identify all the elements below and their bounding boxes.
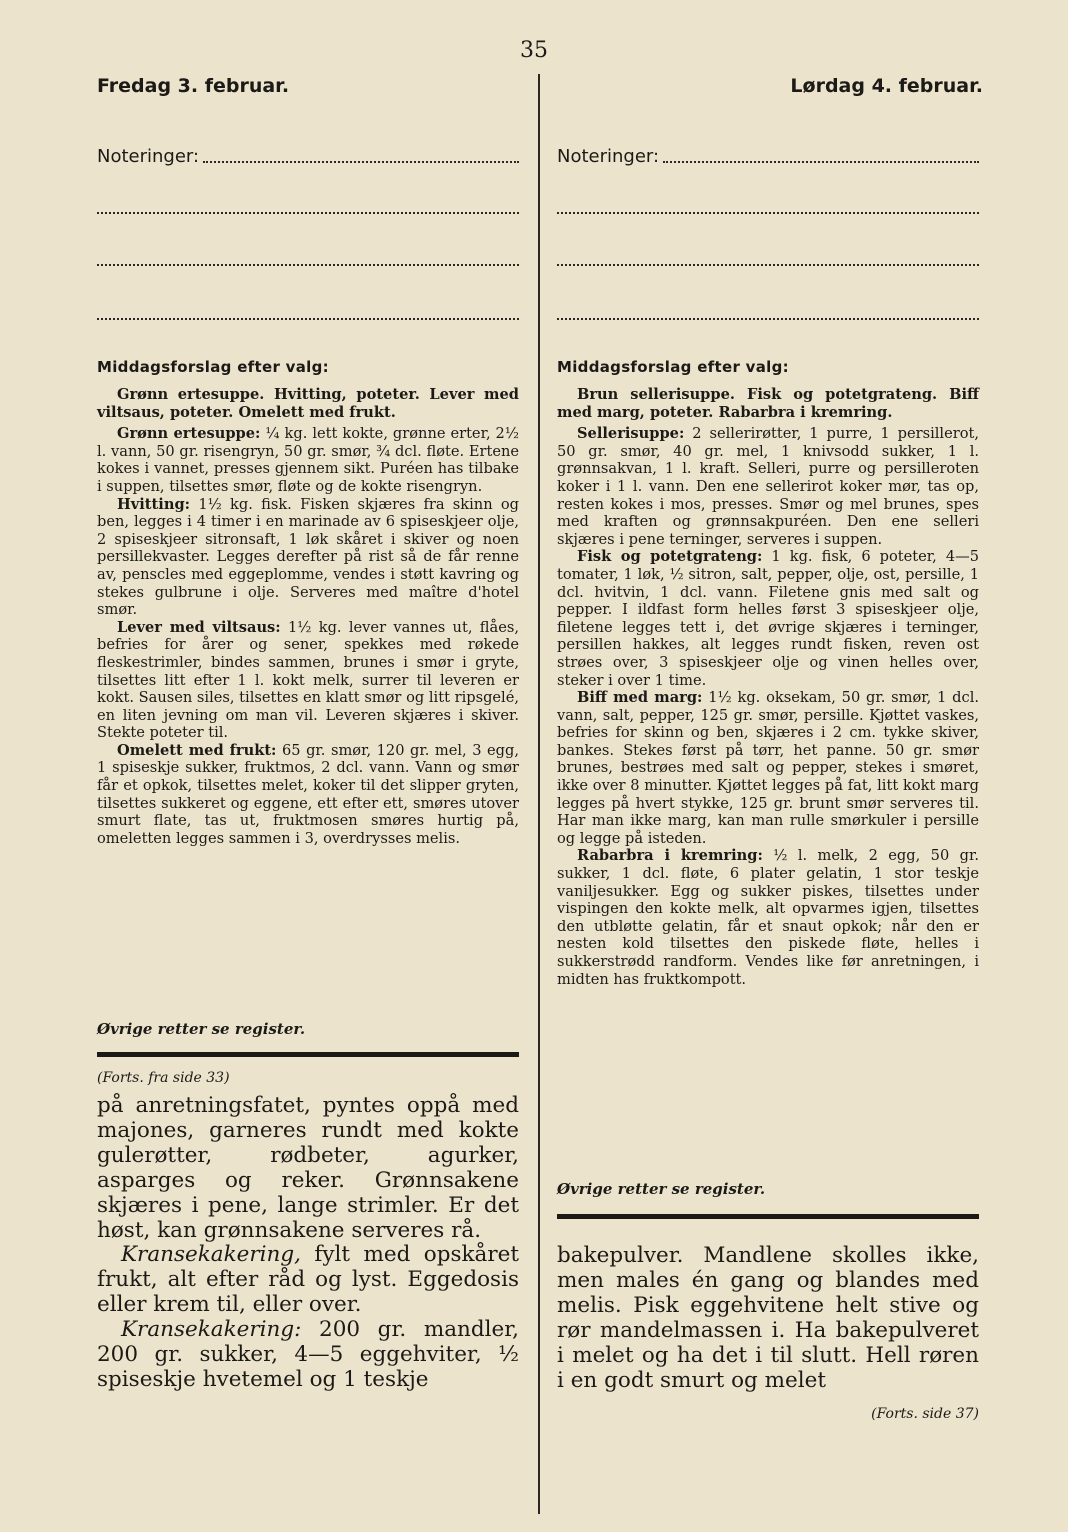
article-text: 200 gr. mandler, 200 gr. sukker, 4—5 eggehviter, ½ spiseskje hvetemel og 1 teskje: [97, 1317, 519, 1392]
menu-summary: Grønn ertesuppe. Hvitting, poteter. Lever med viltsaus, poteter. Omelett med frukt.: [97, 386, 519, 421]
recipe-title: Grønn ertesuppe:: [117, 425, 261, 443]
notes-line: [97, 264, 519, 266]
day-heading-friday: Fredag 3. februar.: [97, 75, 290, 97]
notes-line: [557, 264, 979, 266]
section-rule: [97, 1052, 519, 1057]
recipe-paragraph: [97, 742, 519, 848]
notes-line: [97, 318, 519, 320]
recipe-text: ¼ kg. lett kokte, grønne erter, 2½ l. vann, 50 gr. risengryn, 50 gr. smør, ¾ dcl. fløte. Ertene kokes i vannet, presses gjennem sikt. Puréen has tilbake i suppen, tilsettes smør, fløte og de kokte risengryn.: [97, 425, 519, 495]
dinner-heading: Middagsforslag efter valg:: [557, 358, 789, 376]
notes-label: Noteringer:: [97, 146, 200, 167]
recipe-title: Rabarbra i kremring:: [577, 847, 763, 865]
article-subtitle: Kransekakering:: [121, 1317, 302, 1343]
day-heading-saturday: Lørdag 4. februar.: [790, 75, 983, 97]
notes-label: Noteringer:: [557, 146, 660, 167]
notes-line: [557, 318, 979, 320]
recipe-text: 1½ kg. lever vannes ut, flåes, befries for årer og sener, spekkes med røkede fleskestrimler, bindes sammen, brunes i smør i gryte, tilsettes litt efter 1 l. kokt melk, surrer til leveren er kokt. Sausen siles, tilsettes en klatt smør og litt ripsgelé, en liten jevning om man vil. Leveren skjæres i skiver. Stekte poteter til.: [97, 618, 519, 742]
recipe-title: Fisk og potetgrateng:: [577, 548, 763, 566]
recipe-paragraph: [557, 847, 979, 988]
notes-line: [97, 212, 519, 214]
recipe-text: 1½ kg. fisk. Fisken skjæres fra skinn og ben, legges i 4 timer i en marinade av 6 spiseskjeer olje, 2 spiseskjeer sitronsaft, 1 løk skåret i skiver og noen persillekvaster. Legges derefter på rist så de får renne av, penscles med eggeplomme, vendes i støtt kavring og stekes gulbrune i olje. Serveres med maître d'hotel smør.: [97, 495, 519, 619]
article-paragraph: [97, 1243, 519, 1318]
recipe-title: Lever med viltsaus:: [117, 618, 281, 636]
continued-to-label: (Forts. side 37): [871, 1406, 979, 1422]
section-rule: [557, 1214, 979, 1219]
other-dishes-note: Øvrige retter se register.: [97, 1020, 306, 1038]
notes-field-saturday: [557, 146, 979, 167]
recipe-paragraph: [97, 619, 519, 742]
recipe-text: 1 kg. fisk, 6 poteter, 4—5 tomater, 1 løk, ½ sitron, salt, pepper, olje, ost, persille, 1 dcl. hvitvin, 1 dcl. vann. Filetene gnis med salt og pepper. I ildfast form helles først 3 spiseskjeer olje, filetene legges tett i, det øvrige skjæres i terninger, persillen hakkes, alt legges rundt fisken, reven ost strøes over, 3 spiseskjeer olje og vinen helles over, steker i over 1 time.: [557, 548, 979, 689]
recipe-text: 2 sellerirøtter, 1 purre, 1 persillerot, 50 gr. smør, 40 gr. mel, 1 knivsodd sukker, 1 l. grønnsakvan, 1 l. kraft. Selleri, purre og persilleroten koker i 1 l. vann. Den ene sellerirot koker mør, tas op, resten kokes i mos, presses. Smør og mel brunes, spes med kraften og grønnsakpuréen. Den ene selleri skjæres i pene terninger, serveres i suppen.: [557, 425, 979, 548]
page-number: 35: [520, 38, 548, 63]
notes-field-friday: [97, 146, 519, 167]
article-paragraph: på anretningsfatet, pyntes oppå med majones, garneres rundt med kokte gulerøtter, rødbeter, agurker, asparges og reker. Grønnsakene skjæres i pene, lange strimler. Er det høst, kan grønnsakene serveres rå.: [97, 1093, 519, 1243]
recipe-paragraph: [557, 689, 979, 847]
recipe-title: Omelett med frukt:: [117, 741, 277, 759]
recipe-paragraph: [97, 425, 519, 495]
recipe-paragraph: [557, 425, 979, 548]
recipe-text: ½ l. melk, 2 egg, 50 gr. sukker, 1 dcl. fløte, 6 plater gelatin, 1 stor teskje vaniljesukker. Egg og sukker piskes, tilsettes under vispingen den kokte melk, alt opvarmes igjen, tilsettes den utbløtte gelatin, får et snaut opkok; når den er nesten kold tilsettes den piskede fløte, helles i sukkerstrødd randform. Vendes like før anretningen, i midten has fruktkompott.: [557, 847, 979, 988]
continued-from-label: (Forts. fra side 33): [97, 1070, 230, 1086]
recipe-text: 1½ kg. oksekam, 50 gr. smør, 1 dcl. vann, salt, pepper, 125 gr. smør, persille. Kjøttet vaskes, befries for skinn og ben, skjæres i 2 cm. tykke skiver, bankes. Stekes først på tørr, het panne. 50 gr. smør brunes, bestrøes med salt og pepper, stekes i smøret, ikke over 8 minutter. Kjøttet legges på fat, litt kokt marg legges på hvert stykke, 125 gr. brunt smør serveres til. Har man ikke marg, kan man rulle smørkuler i persille og legge på isteden.: [557, 689, 979, 847]
article-subtitle: Kransekakering,: [121, 1242, 301, 1268]
notes-line: [557, 212, 979, 214]
other-dishes-note: Øvrige retter se register.: [557, 1180, 766, 1198]
recipe-paragraph: [97, 496, 519, 619]
article-paragraph: [97, 1318, 519, 1393]
article-text: fylt med opskåret frukt, alt efter råd og lyst. Eggedosis eller krem til, eller over.: [97, 1242, 519, 1318]
dinner-heading: Middagsforslag efter valg:: [97, 358, 329, 376]
article-text-right: bakepulver. Mandlene skolles ikke, men males én gang og blandes med melis. Pisk eggehvitene helt stive og rør mandelmassen i. Ha bakepulveret i melet og ha det i til slutt. Hell røren i en godt smurt og melet: [557, 1243, 979, 1393]
column-divider: [538, 74, 540, 1514]
recipe-title: Sellerisuppe:: [577, 425, 685, 443]
article-text-left: [97, 1094, 519, 1393]
recipe-title: Hvitting:: [117, 495, 191, 513]
recipe-block-friday: [97, 386, 519, 847]
recipe-text: 65 gr. smør, 120 gr. mel, 3 egg, 1 spiseskje sukker, fruktmos, 2 dcl. vann. Vann og smør får et opkok, tilsettes melet, koker til det slipper gryten, tilsettes sukkeret og eggene, ett efter ett, smøres utover smurt flate, tas ut, fruktmosen smøres hurtig på, omeletten legges sammen i 3, overdrysses melis.: [97, 741, 519, 847]
recipe-block-saturday: [557, 386, 979, 988]
menu-summary: Brun sellerisuppe. Fisk og potetgrateng. Biff med marg, poteter. Rabarbra i kremring.: [557, 386, 979, 421]
recipe-paragraph: [557, 548, 979, 689]
recipe-title: Biff med marg:: [577, 689, 703, 707]
